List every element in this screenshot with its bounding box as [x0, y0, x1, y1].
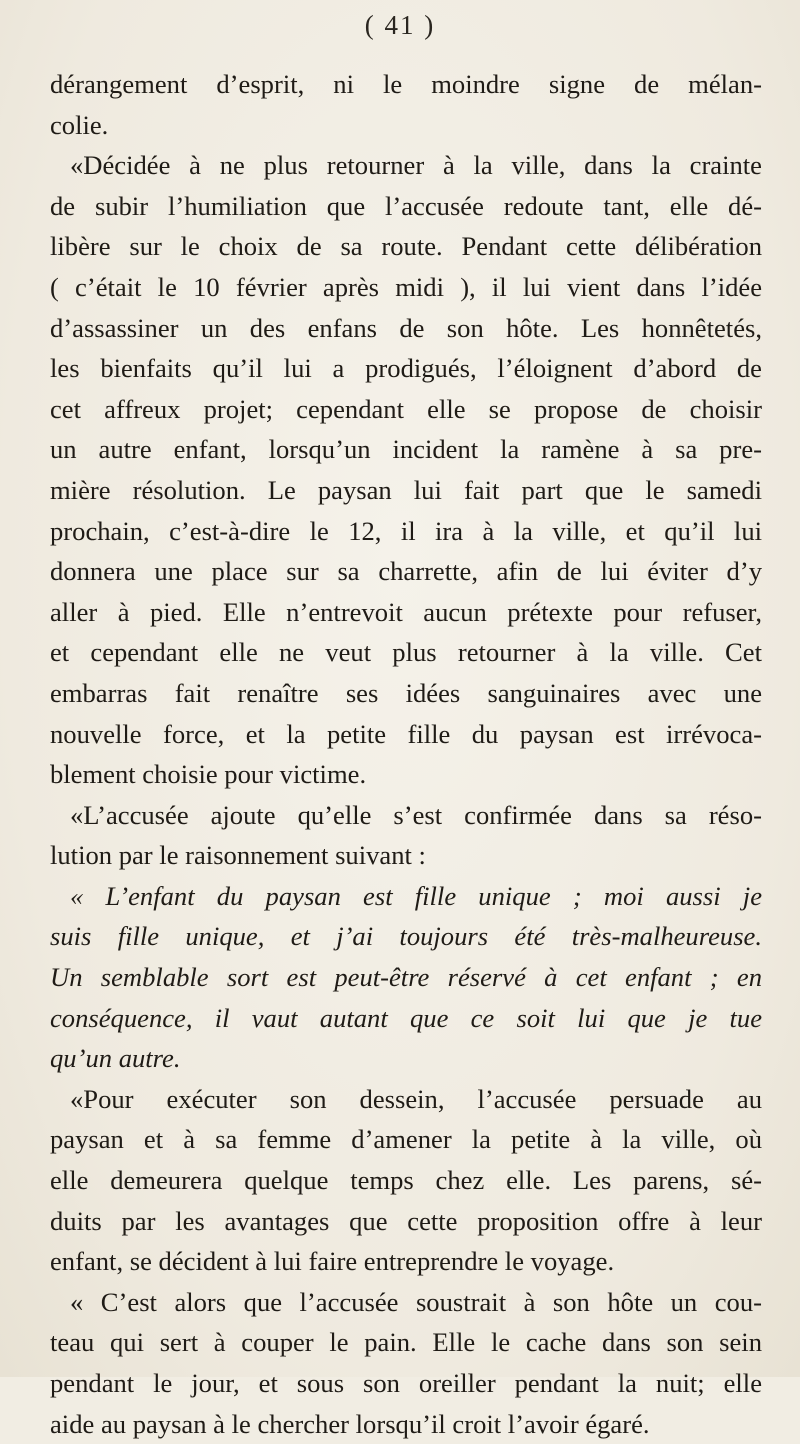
text-line: cet affreux projet; cependant elle se propose de choisir [50, 393, 762, 424]
text-line: «Décidée à ne plus retourner à la ville, dans la crainte [70, 150, 762, 181]
text-line: d’assassiner un des enfans de son hôte. Les honnêtetés, [50, 312, 762, 343]
text-line: enfant, se décident à lui faire entreprendre le voyage. [50, 1246, 615, 1277]
text-line: les bienfaits qu’il lui a prodigués, l’éloignent d’abord de [50, 353, 762, 384]
text-line: Un semblable sort est peut-être réservé à cet enfant ; en [50, 962, 762, 993]
paragraph [50, 795, 762, 876]
text-line: de subir l’humiliation que l’accusée redoute tant, elle dé- [50, 190, 762, 221]
text-line: « C’est alors que l’accusée soustrait à son hôte un cou- [70, 1286, 762, 1317]
paragraph [50, 1079, 762, 1282]
text-line: teau qui sert à couper le pain. Elle le cache dans son sein [50, 1327, 762, 1358]
text-line: «L’accusée ajoute qu’elle s’est confirmée dans sa réso- [70, 799, 762, 830]
paragraph [50, 64, 762, 145]
text-line: blement choisie pour victime. [50, 759, 367, 790]
text-line: qu’un autre. [50, 1043, 181, 1074]
text-line: ( c’était le 10 février après midi ), il lui vient dans l’idée [50, 271, 762, 302]
text-line: aide au paysan à le chercher lorsqu’il croit l’avoir égaré. [50, 1408, 650, 1439]
text-line: mière résolution. Le paysan lui fait part que le samedi [50, 474, 762, 505]
text-line: « L’enfant du paysan est fille unique ; moi aussi je [70, 880, 762, 911]
page-number: ( 41 ) [364, 10, 436, 40]
text-line: lution par le raisonnement suivant : [50, 840, 426, 871]
text-line: suis fille unique, et j’ai toujours été très-malheureuse. [50, 921, 762, 952]
paragraph [50, 145, 762, 795]
text-line: duits par les avantages que cette proposition offre à leur [50, 1205, 762, 1236]
text-line: dérangement d’esprit, ni le moindre signe de mélan- [50, 69, 762, 99]
paragraph [50, 876, 762, 1079]
paragraph [50, 1282, 762, 1444]
text-line: paysan et à sa femme d’amener la petite à la ville, où [50, 1124, 762, 1155]
text-line: pendant le jour, et sous son oreiller pendant la nuit; elle [50, 1368, 762, 1398]
text-line: elle demeurera quelque temps chez elle. Les parens, sé- [50, 1165, 762, 1196]
text-line: colie. [50, 109, 109, 140]
text-line: aller à pied. Elle n’entrevoit aucun prétexte pour refuser, [50, 596, 762, 627]
text-line: et cependant elle ne veut plus retourner à la ville. Cet [50, 637, 762, 668]
text-line: un autre enfant, lorsqu’un incident la ramène à sa pre- [50, 434, 762, 465]
text-line: prochain, c’est-à-dire le 12, il ira à la ville, et qu’il lui [50, 515, 762, 546]
text-line: libère sur le choix de sa route. Pendant cette délibération [50, 231, 762, 262]
text-line: nouvelle force, et la petite fille du paysan est irrévoca- [50, 718, 762, 749]
text-line: embarras fait renaître ses idées sanguinaires avec une [50, 677, 762, 708]
text-line: donnera une place sur sa charrette, afin de lui éviter d’y [50, 556, 762, 587]
body-text [50, 64, 762, 1444]
text-line: «Pour exécuter son dessein, l’accusée persuade au [70, 1083, 762, 1114]
text-line: conséquence, il vaut autant que ce soit lui que je tue [50, 1002, 762, 1033]
